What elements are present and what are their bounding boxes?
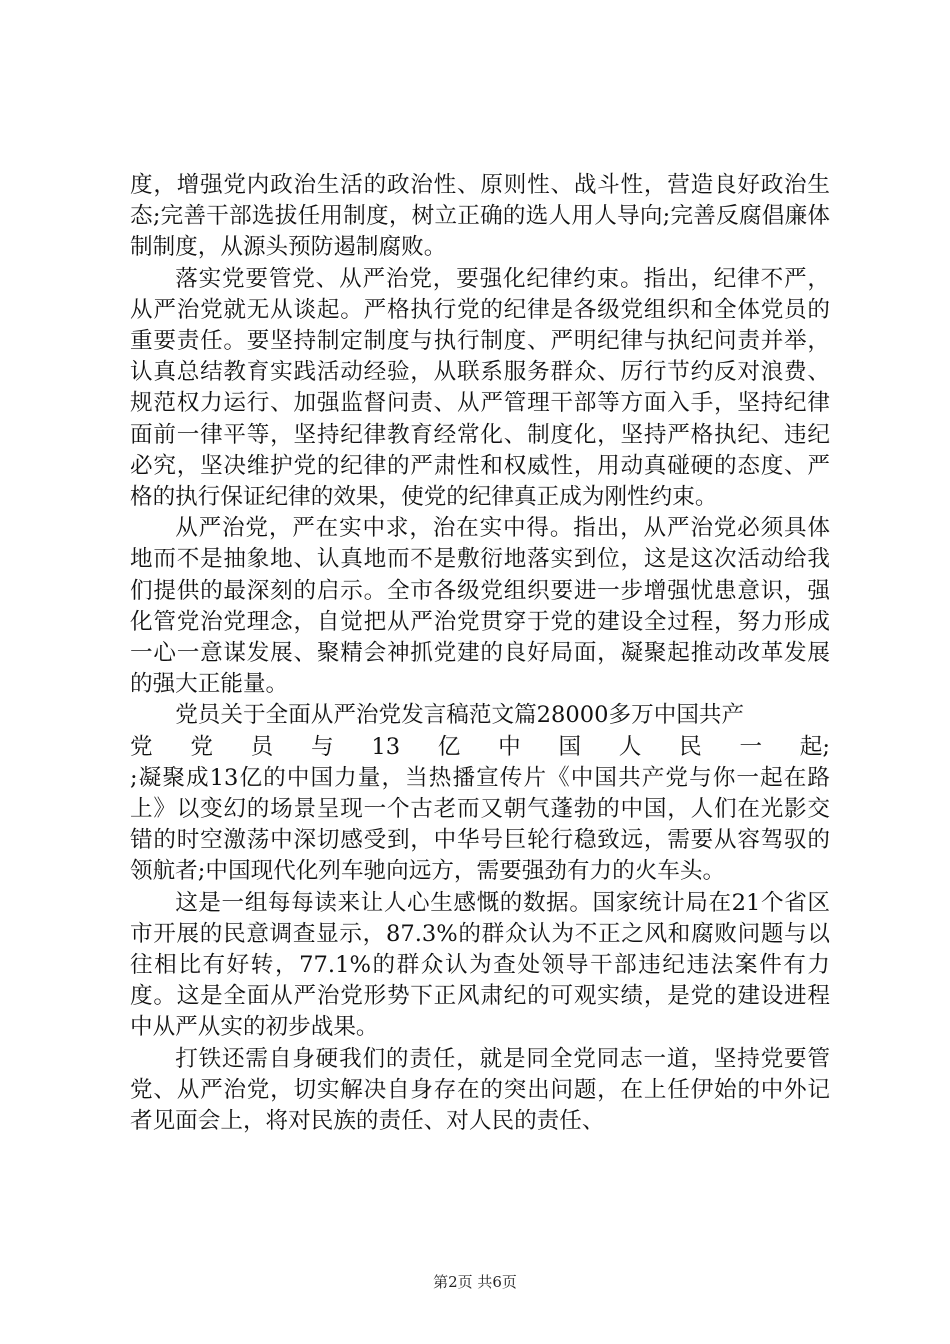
page-number-label: 第2页 共6页 (433, 1273, 517, 1291)
paragraph-6: 打铁还需自身硬我们的责任，就是同全党同志一道，坚持党要管党、从严治党，切实解决自身存在的突出问题，在上任伊始的中外记者见面会上，将对民族的责任、对人民的责任、 (130, 1045, 830, 1135)
paragraph-5: 这是一组每每读来让人心生感慨的数据。国家统计局在21个省区市开展的民意调查显示，87.3%的群众认为不正之风和腐败问题与以往相比有好转，77.1%的群众认为查处领导干部违纪违法案件有力度。这是全面从严治党形势下正风肃纪的可观实绩，是党的建设进程中从严从实的初步战果。 (130, 889, 830, 1041)
paragraph-4-spread-line (130, 732, 830, 763)
paragraph-2: 落实党要管党、从严治党，要强化纪律约束。指出，纪律不严，从严治党就无从谈起。严格执行党的纪律是各级党组织和全体党员的重要责任。要坚持制定制度与执行制度、严明纪律与执纪问责并举，认真总结教育实践活动经验，从联系服务群众、厉行节约反对浪费、规范权力运行、加强监督问责、从严管理干部等方面入手，坚持纪律面前一律平等，坚持纪律教育经常化、制度化，坚持严格执纪、违纪必究，坚决维护党的纪律的严肃性和权威性，用动真碰硬的态度、严格的执行保证纪律的效果，使党的纪律真正成为刚性约束。 (130, 265, 830, 511)
paragraph-4-spread-tail: ; (822, 733, 830, 760)
paragraph-4-lead: 党员关于全面从严治党发言稿范文篇28000多万中国共产 (175, 702, 745, 729)
paragraph-4 (130, 700, 830, 731)
paragraph-4-continued: ;凝聚成13亿的中国力量，当热播宣传片《中国共产党与你一起在路上》以变幻的场景呈现一个古老而又朝气蓬勃的中国，人们在光影交错的时空激荡中深切感受到，中华号巨轮行稳致远，需要从容驾驭的领航者;中国现代化列车驰向远方，需要强劲有力的火车头。 (130, 764, 830, 885)
paragraph-3: 从严治党，严在实中求，治在实中得。指出，从严治党必须具体地而不是抽象地、认真地而不是敷衍地落实到位，这是这次活动给我们提供的最深刻的启示。全市各级党组织要进一步增强忧患意识，强化管党治党理念，自觉把从严治党贯穿于党的建设全过程，努力形成一心一意谋发展、聚精会神抓党建的良好局面，凝聚起推动改革发展的强大正能量。 (130, 515, 830, 698)
page-footer (0, 1271, 950, 1292)
paragraph-4-spread-text: 党党员与13亿中国人民一起 (130, 733, 823, 760)
paragraph-1: 度，增强党内政治生活的政治性、原则性、战斗性，营造良好政治生态;完善干部选拔任用制度，树立正确的选人用人导向;完善反腐倡廉体制制度，从源头预防遏制腐败。 (130, 172, 830, 261)
document-body (130, 170, 830, 1137)
